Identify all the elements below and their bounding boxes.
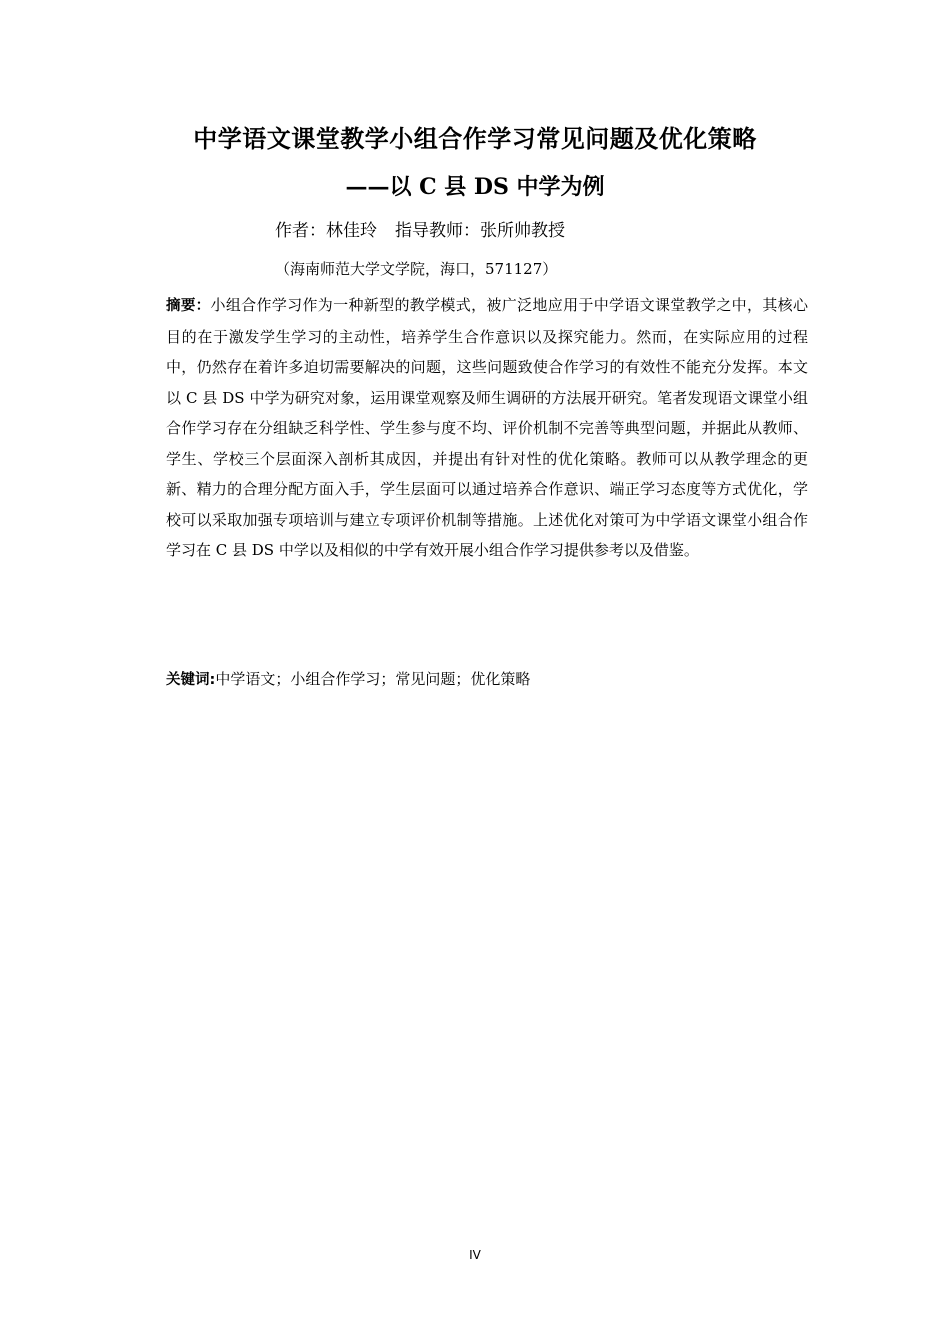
keywords xyxy=(166,665,808,694)
keywords-text: 中学语文；小组合作学习；常见问题；优化策略 xyxy=(215,670,531,688)
abstract xyxy=(166,290,808,566)
paper-title: 中学语文课堂教学小组合作学习常见问题及优化策略 xyxy=(193,124,757,153)
keywords-label: 关键词: xyxy=(166,672,216,688)
author-name: 作者：林佳玲 xyxy=(275,221,377,241)
paper-subtitle: ——以 C 县 DS 中学为例 xyxy=(345,174,605,200)
advisor-name: 指导教师：张所帅教授 xyxy=(395,221,565,241)
abstract-label: 摘要： xyxy=(166,298,211,314)
abstract-text: 小组合作学习作为一种新型的教学模式，被广泛地应用于中学语文课堂教学之中，其核心目的在于激发学生学习的主动性，培养学生合作意识以及探究能力。然而，在实际应用的过程中，仍然存在着许多迫切需要解决的问题，这些问题致使合作学习的有效性不能充分发挥。本文以 C 县 DS 中学为研究对象，运用课堂观察及师生调研的方法展开研究。笔者发现语文课堂小组合作学习存在分组缺乏科学性、学生参与度不均、评价机制不完善等典型问题，并据此从教师、学生、学校三个层面深入剖析其成因，并提出有针对性的优化策略。教师可以从教学理念的更新、精力的合理分配方面入手，学生层面可以通过培养合作意识、端正学习态度等方式优化，学校可以采取加强专项培训与建立专项评价机制等措施。上述优化对策可为中学语文课堂小组合作学习在 C 县 DS 中学以及相似的中学有效开展小组合作学习提供参考以及借鉴。 xyxy=(166,296,809,559)
author-line xyxy=(275,218,565,244)
affiliation: （海南师范大学文学院，海口，571127） xyxy=(275,260,558,278)
page-number: IV xyxy=(469,1248,481,1262)
